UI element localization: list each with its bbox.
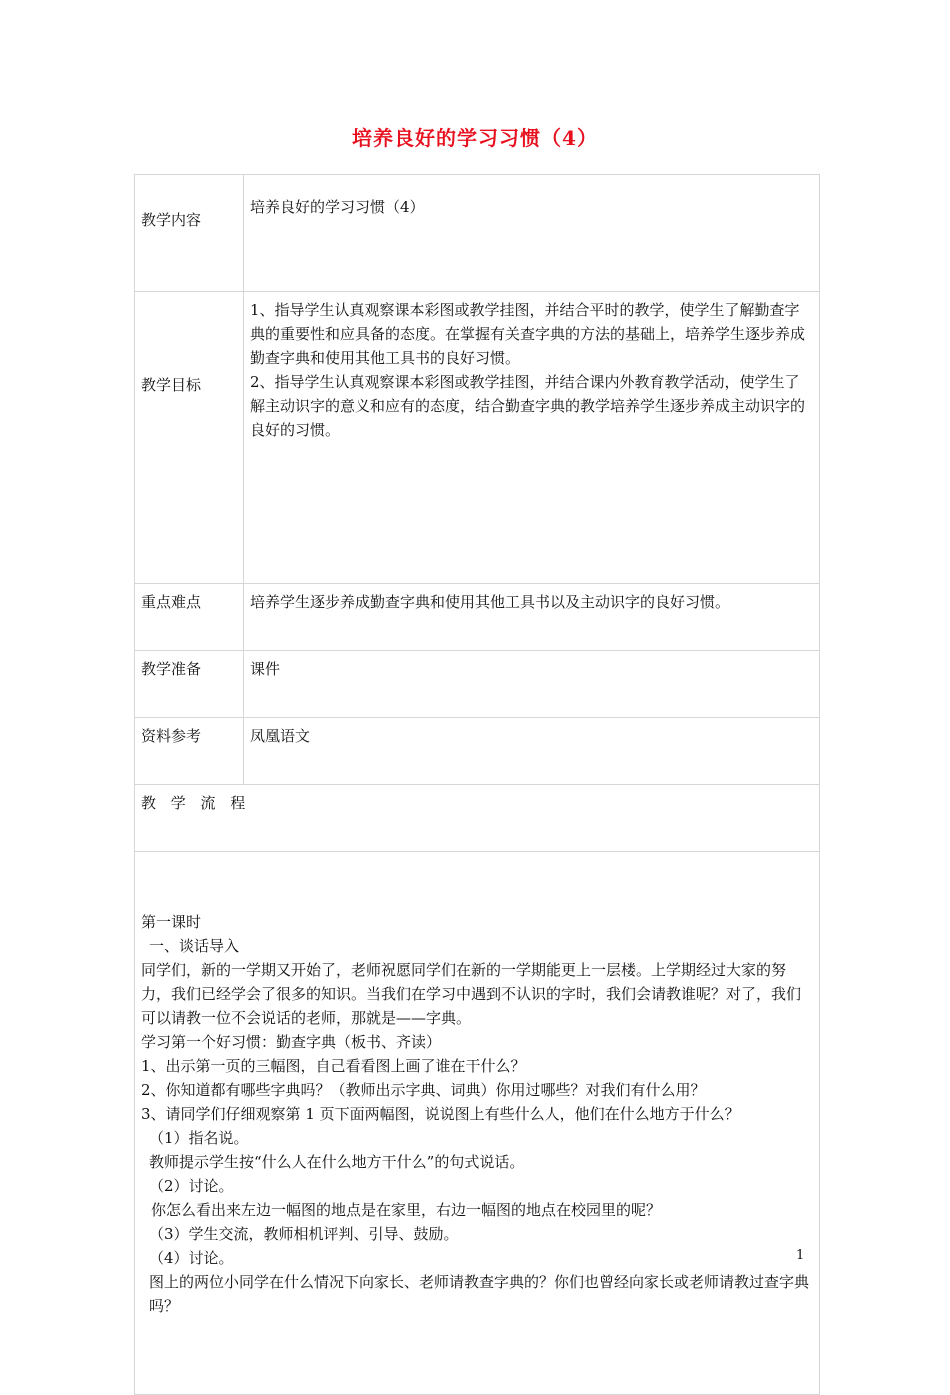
body-line: 2、你知道都有哪些字典吗？（教师出示字典、词典）你用过哪些？对我们有什么用？ <box>141 1081 706 1099</box>
body-line: （2）讨论。 <box>149 1177 234 1195</box>
body-line: 图上的两位小同学在什么情况下向家长、老师请教查字典的？你们也曾经向家长或老师请教过查字典吗？ <box>149 1273 810 1315</box>
body-line: （4）讨论。 <box>149 1249 234 1267</box>
table-row-content <box>135 175 820 292</box>
label-flow: 教 学 流 程 <box>135 785 820 852</box>
label-reference: 资料参考 <box>135 718 244 785</box>
body-line: （3）学生交流，教师相机评判、引导、鼓励。 <box>149 1225 459 1243</box>
value-content: 培养良好的学习习惯（4） <box>244 175 820 292</box>
body-line: 1、出示第一页的三幅图，自己看看图上画了谁在干什么？ <box>141 1057 526 1075</box>
value-reference: 凤凰语文 <box>244 718 820 785</box>
table-row-reference <box>135 718 820 785</box>
table-row-preparation <box>135 651 820 718</box>
table-row-goals <box>135 292 820 584</box>
body-line: 你怎么看出来左边一幅图的地点是在家里，右边一幅图的地点在校园里的呢？ <box>151 1201 662 1219</box>
goal-paragraph-2: 2、指导学生认真观察课本彩图或教学挂图，并结合课内外教育教学活动，使学生了解主动识字的意义和应有的态度，结合勤查字典的教学培养学生逐步养成主动识字的良好的习惯。 <box>250 373 806 439</box>
body-line: 一、谈话导入 <box>149 937 240 955</box>
value-preparation: 课件 <box>244 651 820 718</box>
goal-paragraph-1: 1、指导学生认真观察课本彩图或教学挂图，并结合平时的教学，使学生了解勤查字典的重要性和应具备的态度。在掌握有关查字典的方法的基础上，培养学生逐步养成勤查字典和使用其他工具书的良好习惯。 <box>250 301 806 367</box>
page-title: 培养良好的学习习惯（4） <box>352 126 598 150</box>
label-preparation: 教学准备 <box>135 651 244 718</box>
label-key-points: 重点难点 <box>135 584 244 651</box>
body-line: 3、请同学们仔细观察第 1 页下面两幅图，说说图上有些什么人，他们在什么地方于什么？ <box>141 1105 740 1123</box>
body-line: （1）指名说。 <box>149 1129 249 1147</box>
lesson-plan-table <box>134 174 820 1395</box>
label-content: 教学内容 <box>135 175 244 292</box>
table-row-body <box>135 852 820 1395</box>
table-row-key-points <box>135 584 820 651</box>
body-line: 同学们，新的一学期又开始了，老师祝愿同学们在新的一学期能更上一层楼。上学期经过大家的努力，我们已经学会了很多的知识。当我们在学习中遇到不认识的字时，我们会请教谁呢？对了，我们可以请教一位不会说话的老师，那就是——字典。 <box>141 961 802 1027</box>
value-goals <box>244 292 820 584</box>
lesson-body <box>135 852 820 1395</box>
body-line: 教师提示学生按“什么人在什么地方干什么”的句式说话。 <box>149 1153 525 1171</box>
page-number: 1 <box>796 1248 805 1263</box>
body-line: 第一课时 <box>141 913 202 931</box>
label-goals: 教学目标 <box>135 292 244 584</box>
table-row-flow <box>135 785 820 852</box>
body-line: 学习第一个好习惯：勤查字典（板书、齐读） <box>141 1033 442 1051</box>
value-key-points: 培养学生逐步养成勤查字典和使用其他工具书以及主动识字的良好习惯。 <box>244 584 820 651</box>
